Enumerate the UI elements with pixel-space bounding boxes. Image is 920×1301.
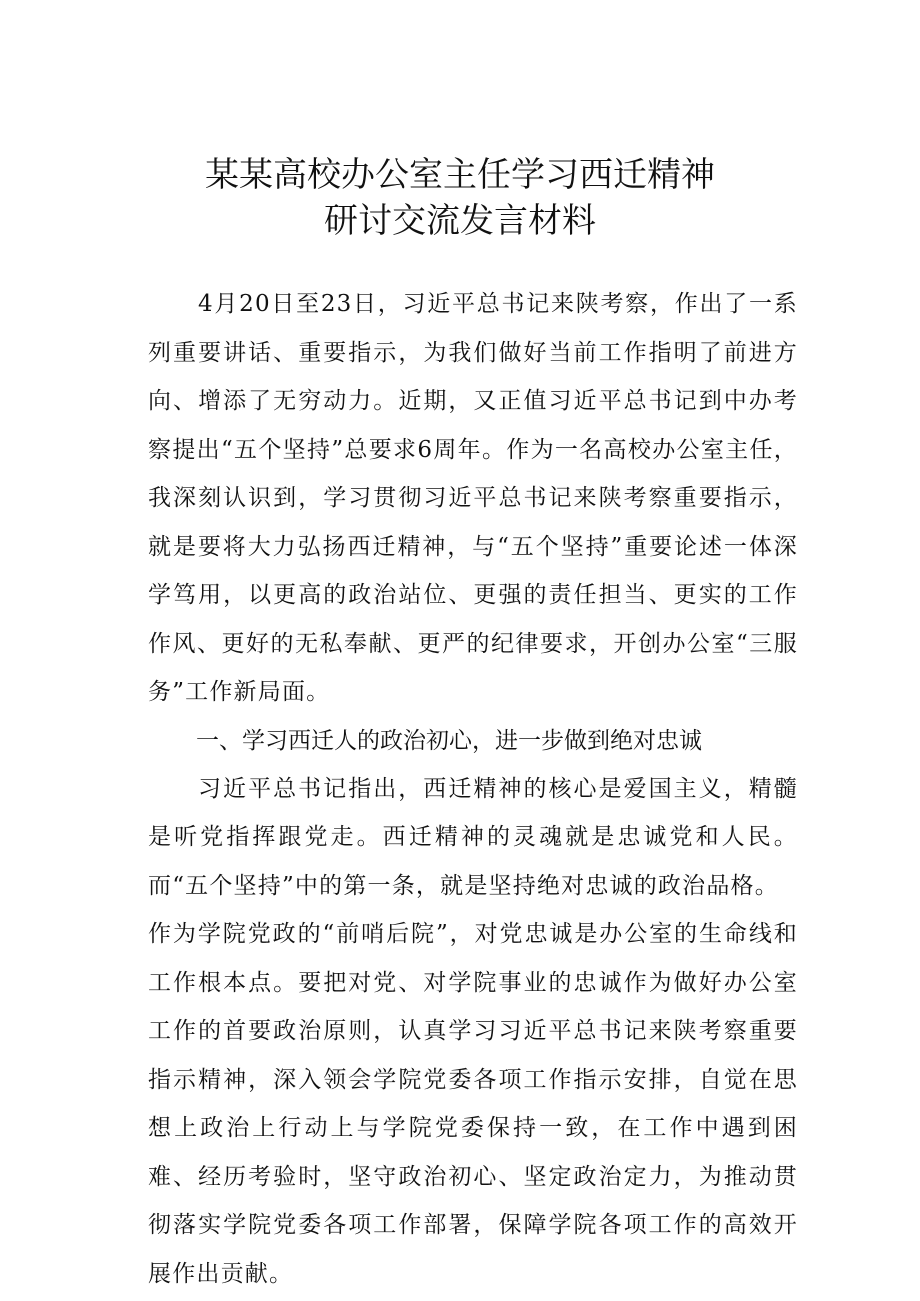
document-title: [0, 152, 920, 244]
section-1-paragraph-1: 习近平总书记指出，西迁精神的核心是爱国主义，精髓是听党指挥跟党走。西迁精神的灵魂就是忠诚党和人民。而“五个坚持”中的第一条，就是坚持绝对忠诚的政治品格。: [148, 775, 798, 899]
title-line-2: 研讨交流发言材料: [324, 201, 596, 241]
title-line-1: 某某高校办公室主任学习西迁精神: [205, 155, 715, 195]
section-1-heading: 一、学习西迁人的政治初心，进一步做到绝对忠诚: [196, 727, 702, 754]
intro-paragraph: 4月20日至23日，习近平总书记来陕考察，作出了一系列重要讲话、重要指示，为我们做好当前工作指明了前进方向、增添了无穷动力。近期，又正值习近平总书记到中办考察提出“五个坚持”总要求6周年。作为一名高校办公室主任，我深刻认识到，学习贯彻习近平总书记来陕考察重要指示，就是要将大力弘扬西迁精神，与“五个坚持”重要论述一体深学笃用，以更高的政治站位、更强的责任担当、更实的工作作风、更好的无私奉献、更严的纪律要求，开创办公室“三服务”工作新局面。: [148, 291, 798, 705]
section-1-paragraph-2: 作为学院党政的“前哨后院”，对党忠诚是办公室的生命线和工作根本点。要把对党、对学院事业的忠诚作为做好办公室工作的首要政治原则，认真学习习近平总书记来陕考察重要指示精神，深入领会学院党委各项工作指示安排，自觉在思想上政治上行动上与学院党委保持一致，在工作中遇到困难、经历考验时，坚守政治初心、坚定政治定力，为推动贯彻落实学院党委各项工作部署，保障学院各项工作的高效开展作出贡献。: [148, 921, 798, 1287]
document-body: [148, 280, 798, 1298]
